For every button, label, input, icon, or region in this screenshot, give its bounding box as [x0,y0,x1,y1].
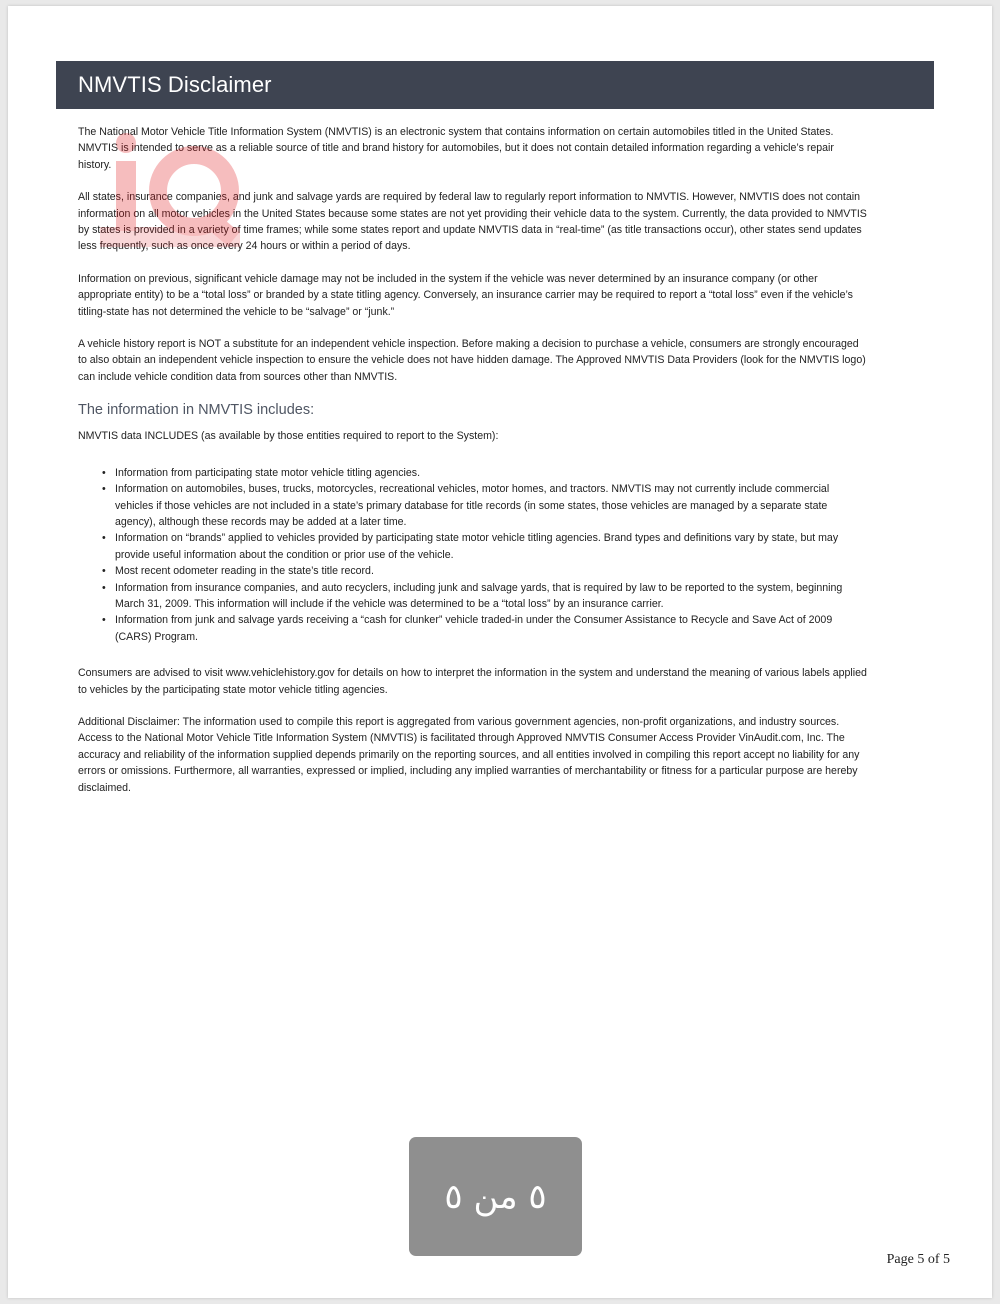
bullet-icon: • [102,483,106,496]
bullet-icon: • [102,532,106,545]
list-item-text: Information from insurance companies, and auto recyclers, including junk and salvage yards, that is required by law to be reported to the system, beginning March 31, 2009. This information will include if the vehicle was determined to be a “total loss” by an insurance carrier. [115,581,843,610]
paragraph-intro: The National Motor Vehicle Title Information System (NMVTIS) is an electronic system that contains information on certain automobiles titled in the United States. NMVTIS is intended to serve as a reliable source of title and brand history for automobiles, but it does not contain detailed information regarding a vehicle’s repair history. [78,126,834,171]
list-item [102,481,868,530]
page-number-footer: Page 5 of 5 [886,1252,950,1267]
list-item [102,580,868,613]
bullet-icon: • [102,581,106,594]
document-body [78,124,868,812]
includes-intro: NMVTIS data INCLUDES (as available by those entities required to report to the System): [78,430,499,443]
bullet-icon: • [102,614,106,627]
consumers-note: Consumers are advised to visit www.vehiclehistory.gov for details on how to interpret the information in the system and understand the meaning of various labels applied to vehicles by the participating state motor vehicle titling agencies. [78,667,867,696]
page-indicator-text: ٥ من ٥ [444,1176,547,1217]
paragraph-damage: Information on previous, significant vehicle damage may not be included in the system if the vehicle was never determined by an insurance company (or other appropriate entity) to be a “total loss” or branded by a state titling agency. Conversely, an insurance carrier may be required to report a “total loss” even if the vehicle’s titling-state has not determined the vehicle to be “salvage” or “junk.” [78,272,853,318]
list-item-text: Information from participating state motor vehicle titling agencies. [115,466,421,479]
list-item [102,612,868,645]
disclaimer-header [56,61,934,109]
list-item-text: Information on automobiles, buses, trucks, motorcycles, recreational vehicles, motor homes, and tractors. NMVTIS may not currently include commercial vehicles if those vehicles are not included in a state’s primary database for title records (in some states, those vehicles are managed by a separate state agency), although these records may be added at a later time. [115,483,830,528]
bullet-icon: • [102,466,106,479]
list-item [102,563,868,579]
list-item [102,530,868,563]
bullet-icon: • [102,565,106,578]
page-title: NMVTIS Disclaimer [78,72,272,97]
paragraph-reporting: All states, insurance companies, and junk and salvage yards are required by federal law to regularly report information to NMVTIS. However, NMVTIS does not contain information on all motor vehicles in the United States because some states are not yet providing their vehicle data to the system. Currently, the data provided to NMVTIS by states is provided in a variety of time frames; while some states report and update NMVTIS data in “real-time” (as title transactions occur), other states send updates less frequently, such as once every 24 hours or within a period of days. [78,191,867,253]
list-item-text: Information on “brands” applied to vehicles provided by participating state motor vehicle titling agencies. Brand types and definitions vary by state, but may provide useful information about the condition or prior use of the vehicle. [115,532,839,561]
page-indicator-badge [409,1137,582,1256]
includes-heading: The information in NMVTIS includes: [78,402,315,419]
list-item [102,465,868,481]
additional-disclaimer: Additional Disclaimer: The information used to compile this report is aggregated from various government agencies, non-profit organizations, and industry sources. Access to the National Motor Vehicle Title Information System (NMVTIS) is facilitated through Approved NMVTIS Consumer Access Provider VinAudit.com, Inc. The accuracy and reliability of the information supplied depends primarily on the reporting sources, and all entities involved in compiling this report accept no liability for any errors or omissions. Furthermore, all warranties, expressed or implied, including any implied warranties of merchantability or fitness for a particular purpose are hereby disclaimed. [78,715,860,794]
paragraph-inspection: A vehicle history report is NOT a substitute for an independent vehicle inspection. Before making a decision to purchase a vehicle, consumers are strongly encouraged to also obtain an independent vehicle inspection to ensure the vehicle does not have hidden damage. The Approved NMVTIS Data Providers (look for the NMVTIS logo) can include vehicle condition data from sources other than NMVTIS. [78,338,866,383]
includes-list [78,465,868,645]
list-item-text: Most recent odometer reading in the state’s title record. [115,565,374,578]
list-item-text: Information from junk and salvage yards receiving a “cash for clunker” vehicle traded-in under the Consumer Assistance to Recycle and Save Act of 2009 (CARS) Program. [115,614,833,643]
